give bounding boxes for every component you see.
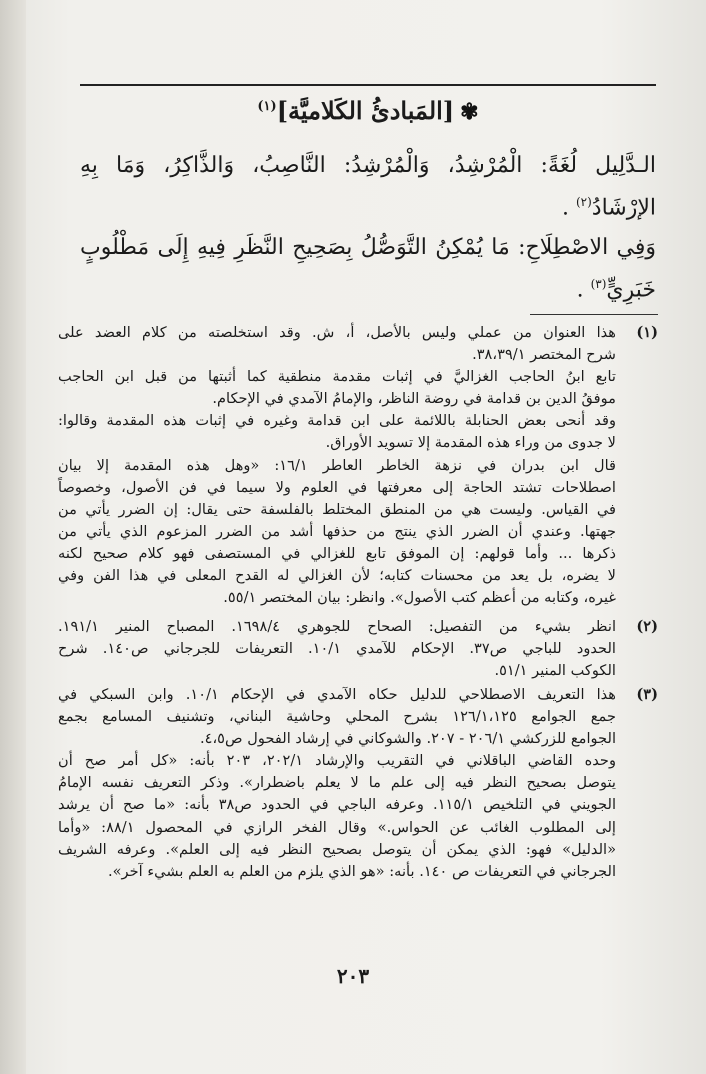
fn1-line: قال ابن بدران في نزهة الخاطر العاطر ١٦/١: «وهل هذه المقدمة إلا بيان <box>58 456 617 474</box>
fn3-line: هذا التعريف الاصطلاحي للدليل حكاه الآمدي في الإحكام ١٠/١. وابن السبكي في <box>58 686 616 703</box>
section-heading <box>80 90 656 129</box>
ornament-icon: ✾ <box>460 99 479 125</box>
definition-paragraph-1: الـدَّلِيل لُغَةً: الْمُرْشِدُ، وَالْمُرْشِدُ: النَّاصِبُ، وَالذَّاكِرُ، وَمَا بِهِ الإرْشَادُ$^{(٢)}$ . <box>80 148 656 226</box>
definition-paragraph-2: وَفِي الاصْطِلَاحِ: مَا يُمْكِنُ التَّوَصُّلُ بِصَحِيحِ النَّظَرِ فِيهِ إِلَى مَطْلُوبٍ خَبَرِيٍّ$^{(٣)}$ . <box>80 230 656 308</box>
fn1-line: غيره، وكتابه من أعظم كتب الأصول». وانظر: بيان المختصر ٥٥/١. <box>223 589 616 607</box>
fn1-line: جهتها. وعندي أن الضرر الذي ينتج من حذفها أشد من الضرر المزعوم الذي يأتي من <box>58 522 616 540</box>
fn3-line: «الدليل» فهو: الذي يمكن أن يتوصل بصحيح النظر فيه إلى العلم». وعرفه الشريف <box>58 840 616 858</box>
footnote-rule <box>530 314 658 315</box>
p1-footnote-ref: (٢) <box>575 195 592 209</box>
fn1-line: ذكرها ... وأما قولهم: إن الموفق تابع للغزالي في المستصفى فهو كلام صحيح لكنه <box>58 544 616 562</box>
p1-line-1: الـدَّلِيل لُغَةً: الْمُرْشِدُ، وَالْمُرْشِدُ: النَّاصِبُ، وَالذَّاكِرُ، وَمَا بِهِ <box>80 153 656 178</box>
fn1-line: موفقُ الدين بن قدامة في روضة الناظر، والإمامُ الآمدي في الإحكام. <box>212 390 616 408</box>
fn3-line: جمع الجوامع ١٢٦/١،١٢٥ بشرح المحلي وحاشية البناني، وتشنيف المسامع بجمع <box>58 708 616 726</box>
heading-footnote-ref: (١) <box>257 99 277 114</box>
heading-title: [المَبادئُ الكَلاميَّة] <box>276 96 455 125</box>
page-number: ٢٠٣ <box>336 964 370 988</box>
footnote-3 <box>58 684 658 883</box>
fn2-line: الحدود للباجي ص٣٧. الإحكام للآمدي ١٠/١. التعريفات للجرجاني ص١٤٠. شرح <box>58 640 616 658</box>
fn1-line: لا يضره، بل يعد من محسنات كتابه؛ لأن الغزالي له القدح المعلى في هذا الفن وفي <box>58 567 616 585</box>
fn1-line: هذا العنوان من عملي وليس بالأصل، أ، ش. وقد استخلصته من كلام العضد على <box>58 324 616 341</box>
fn2-line: الكوكب المنير ٥١/١. <box>494 662 616 680</box>
fn1-line: شرح المختصر ٣٨،٣٩/١. <box>472 346 616 364</box>
fn3-line: الجرجاني في التعريفات ص ١٤٠. بأنه: «هو الذي يلزم من العلم به العلم بشيء آخر». <box>107 862 616 880</box>
footnote-1 <box>58 322 658 609</box>
fn1-line: لا جدوى من وراء هذه المقدمة إلا تسويد الأوراق. <box>325 434 616 452</box>
fn3-line: الجويني في التلخيص ١١٥/١. وعرفه الباجي في الحدود ص٣٨ بأنه: «ما صح أن يرشد <box>58 796 616 814</box>
fn3-line: الجوامع للزركشي ٢٠٦/١ - ٢٠٧. والشوكاني في إرشاد الفحول ص٤،٥. <box>199 730 616 748</box>
fn3-line: وحده القاضي الباقلاني في التقريب والإرشاد ٢٠٢/١، ٢٠٣ بأنه: «كل أمر صح أن <box>58 752 616 770</box>
fn1-line: في القياس. وليست هي من المنطق المختلط بالفلسفة حتى يقال: إن الضرر يأتي من <box>58 500 616 518</box>
p2-line-1: وَفِي الاصْطِلَاحِ: مَا يُمْكِنُ التَّوَصُّلُ بِصَحِيحِ النَّظَرِ فِيهِ إِلَى مَطْلُوبٍ <box>80 235 656 260</box>
footnote-2-number: (٢) <box>636 618 658 635</box>
page-gutter-shadow <box>0 0 26 1074</box>
fn2-line: انظر بشيء من التفصيل: الصحاح للجوهري ١٦٩٨/٤. المصباح المنير ١٩١/١. <box>58 618 616 635</box>
header-rule <box>80 84 656 86</box>
p2-line-2: خَبَرِيٍّ <box>606 277 656 303</box>
p1-line-2: الإرْشَادُ <box>591 195 656 221</box>
fn1-line: اصطلاحات تشتد الحاجة إلى معرفتها في العلوم ولا سيما في فن الأصول، وخصوصاً <box>58 478 616 496</box>
p2-footnote-ref: (٣) <box>590 277 607 291</box>
footnote-3-number: (٣) <box>636 686 658 703</box>
fn3-line: إلى المطلوب الغائب عن الحواس.» وقال الفخر الرازي في المحصول ٨٨/١: «وأما <box>58 818 616 836</box>
fn3-line: يتوصل بصحيح النظر فيه إلى علم ما لا يعلم باضطرار». وذكر التعريف نفسه الإمامُ <box>58 774 616 792</box>
footnote-2 <box>58 616 658 682</box>
footnote-1-number: (١) <box>636 324 658 341</box>
fn1-line: وقد أنحى بعض الحنابلة باللائمة على ابن قدامة وغيره في إثبات هذه المقدمة وقالوا: <box>58 412 616 430</box>
fn1-line: تابع ابنُ الحاجب الغزاليَّ في إثبات مقدمة منطقية كما أثبتها من قبل ابن الحاجب <box>58 368 616 386</box>
